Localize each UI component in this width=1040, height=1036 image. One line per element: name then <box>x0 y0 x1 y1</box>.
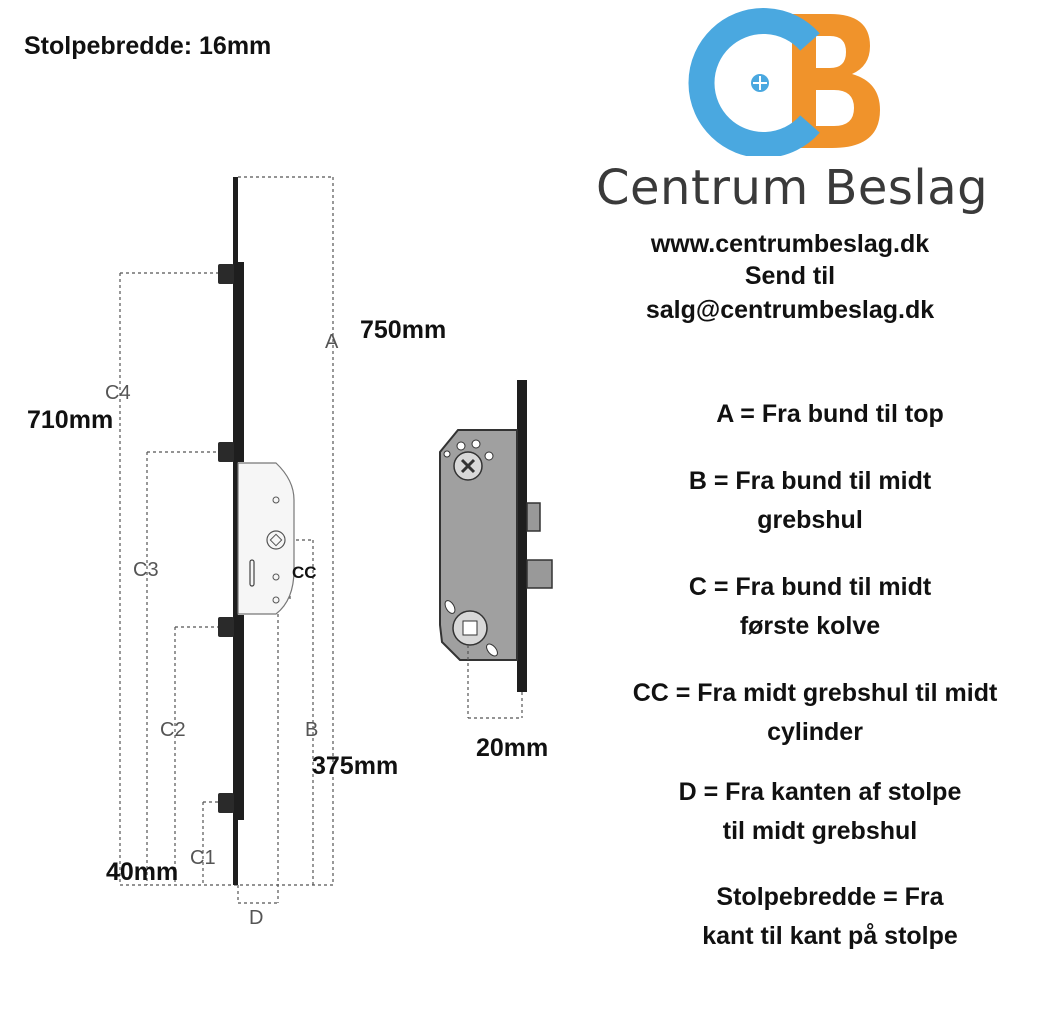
latch-bolt <box>527 503 540 531</box>
label-cc: CC <box>292 563 317 582</box>
legend-cc <box>590 674 1040 752</box>
upper-bar <box>238 262 244 462</box>
measurement-c4: 710mm <box>27 406 114 434</box>
legend-stolpebredde-line-1: Stolpebredde = Fra <box>716 883 944 911</box>
bolt-c4 <box>218 264 234 284</box>
lower-bar <box>238 615 244 820</box>
measurement-a: 750mm <box>360 316 447 344</box>
legend-c-line-1: C = Fra bund til midt <box>688 573 932 601</box>
label-a: A <box>325 331 339 353</box>
legend-b <box>580 462 1040 540</box>
measurement-side: 20mm <box>476 734 549 762</box>
legend-b-line-1: B = Fra bund til midt <box>688 467 932 495</box>
bolt-c3 <box>218 442 234 462</box>
brand-name: Centrum Beslag <box>596 160 989 216</box>
email-link[interactable]: salg@centrumbeslag.dk <box>645 296 935 324</box>
label-c3: C3 <box>133 559 159 581</box>
legend-cc-line-2: cylinder <box>767 718 863 746</box>
cb-logo-mark-icon <box>680 6 890 156</box>
legend-a-line: A = Fra bund til top <box>716 400 944 428</box>
faceplate <box>233 177 238 885</box>
legend-c-line-2: første kolve <box>739 612 881 640</box>
legend-stolpebredde <box>600 878 1040 956</box>
label-c1: C1 <box>190 847 216 869</box>
bolt-c2 <box>218 617 234 637</box>
legend-stolpebredde-line-2: kant til kant på stolpe <box>702 922 958 950</box>
measurement-c1: 40mm <box>106 858 179 886</box>
stolpe-width-label: Stolpebredde: 16mm <box>24 32 272 60</box>
dead-bolt <box>527 560 552 588</box>
bolt-c1 <box>218 793 234 813</box>
send-to-label: Send til <box>744 262 836 290</box>
legend-a <box>600 395 1040 434</box>
label-b: B <box>305 719 319 741</box>
lock-side-view <box>430 370 580 730</box>
gearbox <box>238 463 294 614</box>
legend-d-line-2: til midt grebshul <box>722 817 918 845</box>
label-c2: C2 <box>160 719 186 741</box>
label-c4: C4 <box>105 382 131 404</box>
legend-d-line-1: D = Fra kanten af stolpe <box>678 778 962 806</box>
side-faceplate <box>517 380 527 692</box>
centrum-beslag-logo <box>680 6 890 156</box>
website-link[interactable]: www.centrumbeslag.dk <box>650 230 930 258</box>
measurement-b: 375mm <box>312 752 399 780</box>
legend-b-line-2: grebshul <box>757 506 863 534</box>
label-d: D <box>249 907 264 929</box>
legend-d <box>590 773 1040 851</box>
legend-c <box>580 568 1040 646</box>
legend-cc-line-1: CC = Fra midt grebshul til midt <box>632 679 998 707</box>
